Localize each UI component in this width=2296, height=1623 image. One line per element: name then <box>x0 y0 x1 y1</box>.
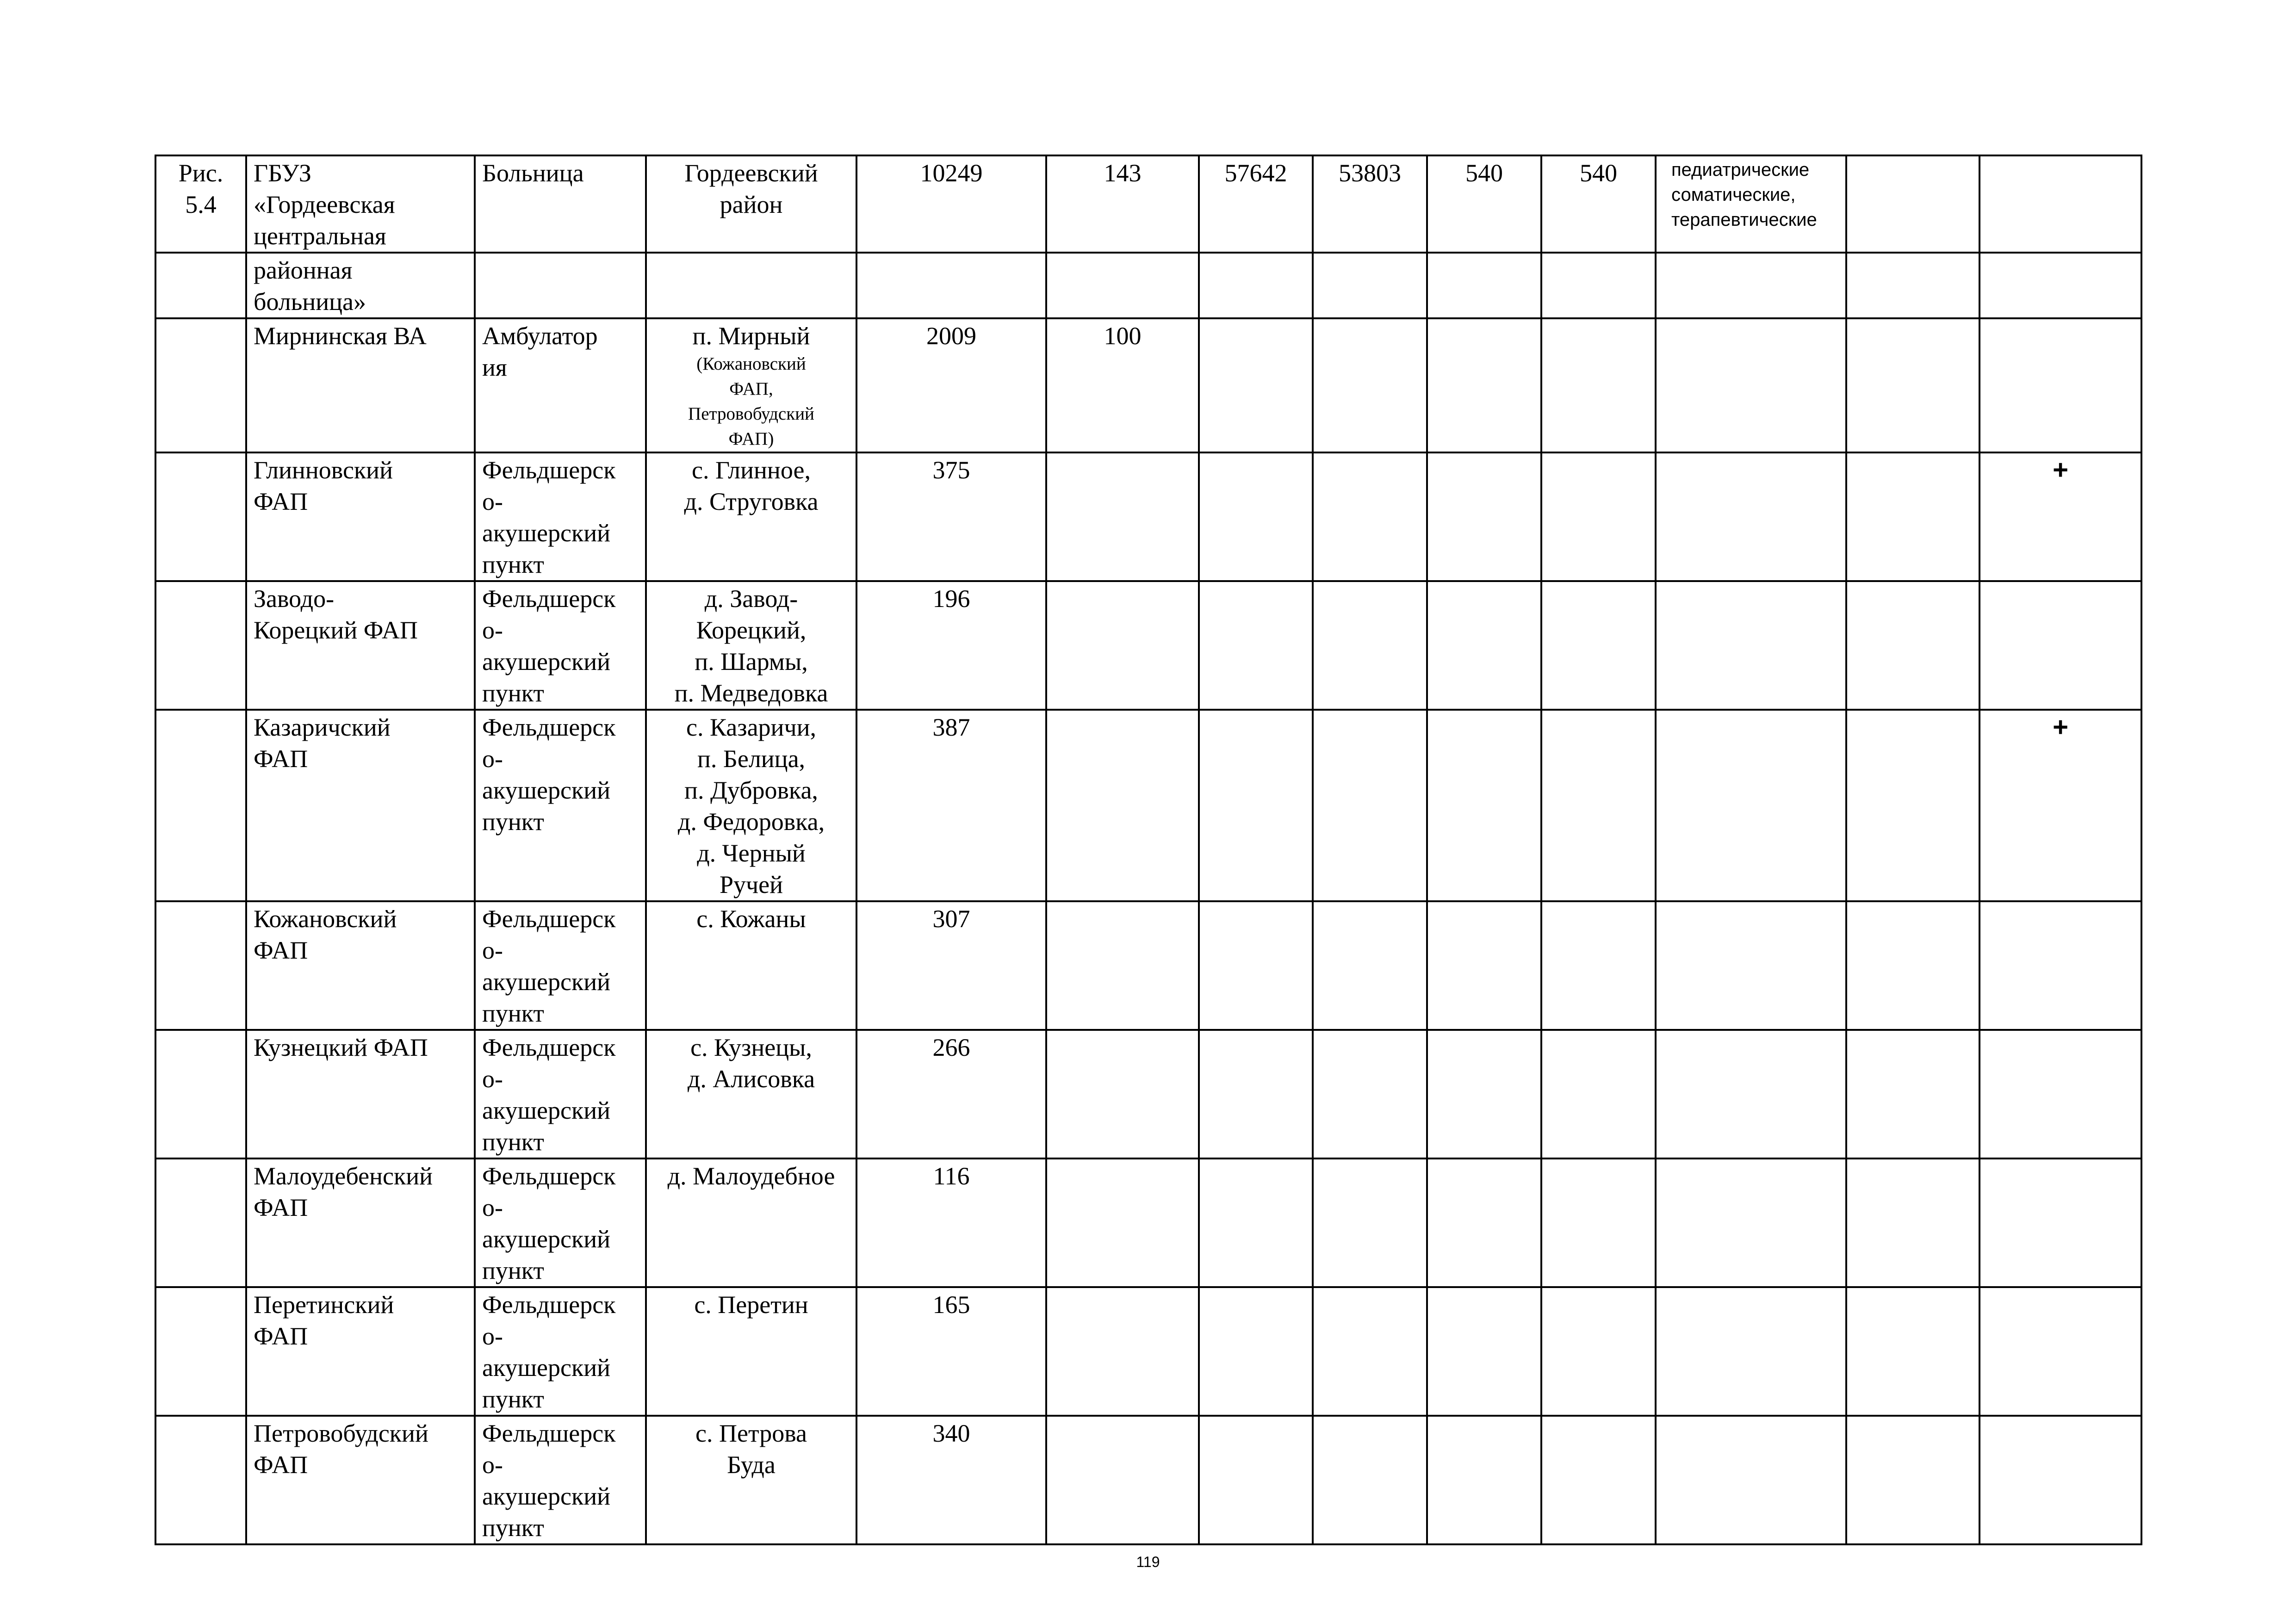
org-name-cell: ГБУЗ «Гордеевская центральная <box>246 155 475 253</box>
empty-cell <box>856 253 1046 318</box>
empty-cell <box>1046 452 1199 581</box>
empty-cell <box>1046 1158 1199 1287</box>
facility-type-cell: Фельдшерск о- акушерский пункт <box>475 1158 646 1287</box>
empty-cell <box>1846 1158 1980 1287</box>
empty-cell <box>1541 1030 1656 1158</box>
value-cell-1: 196 <box>856 581 1046 710</box>
empty-cell <box>1313 452 1427 581</box>
empty-cell <box>1046 901 1199 1030</box>
value-cell-1: 266 <box>856 1030 1046 1158</box>
table-row-fap <box>155 1158 2141 1287</box>
mark-cell <box>1980 901 2141 1030</box>
empty-cell <box>1846 581 1980 710</box>
empty-cell <box>1427 1030 1541 1158</box>
facility-name-cell: Мирнинская ВА <box>246 318 475 452</box>
empty-cell <box>155 1158 246 1287</box>
table-row-ambulatory <box>155 318 2141 452</box>
empty-cell <box>1313 710 1427 901</box>
facility-type-cell: Фельдшерск о- акушерский пункт <box>475 1287 646 1416</box>
value-cell-1: 2009 <box>856 318 1046 452</box>
mark-cell <box>1980 452 2141 581</box>
empty-cell <box>1313 1158 1427 1287</box>
empty-cell <box>1541 452 1656 581</box>
empty-cell <box>1656 901 1846 1030</box>
value-cell-1: 340 <box>856 1416 1046 1544</box>
empty-cell <box>1656 1158 1846 1287</box>
empty-cell <box>1427 318 1541 452</box>
empty-cell <box>1199 1416 1313 1544</box>
empty-cell <box>1846 1287 1980 1416</box>
facility-type-cell: Амбулатор ия <box>475 318 646 452</box>
empty-cell <box>155 452 246 581</box>
facility-type-cell: Фельдшерск о- акушерский пункт <box>475 710 646 901</box>
empty-cell <box>1541 318 1656 452</box>
empty-cell <box>1046 581 1199 710</box>
facility-name-cell: Кузнецкий ФАП <box>246 1030 475 1158</box>
empty-cell <box>1199 318 1313 452</box>
empty-cell <box>155 1030 246 1158</box>
empty-cell <box>1656 710 1846 901</box>
plus-mark: + <box>2053 712 2068 742</box>
table-row-fap <box>155 710 2141 901</box>
empty-cell <box>1199 1158 1313 1287</box>
table-row-fap <box>155 1287 2141 1416</box>
value-cell-1: 116 <box>856 1158 1046 1287</box>
empty-cell <box>1980 318 2141 452</box>
profiles-cell <box>1656 155 1846 253</box>
location-cell: с. Казаричи, п. Белица, п. Дубровка, д. Федоровка, д. Черный Ручей <box>646 710 856 901</box>
empty-cell <box>1199 581 1313 710</box>
empty-cell <box>646 253 856 318</box>
value-cell-1: 375 <box>856 452 1046 581</box>
mark-cell <box>1980 1158 2141 1287</box>
value-cell-1: 10249 <box>856 155 1046 253</box>
empty-cell <box>1656 1030 1846 1158</box>
empty-cell <box>1427 452 1541 581</box>
profiles-text: педиатрические соматические, терапевтические <box>1671 160 1817 230</box>
empty-cell <box>1046 710 1199 901</box>
location-cell: д. Завод- Корецкий, п. Шармы, п. Медведовка <box>646 581 856 710</box>
facility-name-cell: Перетинский ФАП <box>246 1287 475 1416</box>
mark-cell <box>1980 1416 2141 1544</box>
table-row-fap <box>155 901 2141 1030</box>
empty-cell <box>155 1416 246 1544</box>
location-cell: с. Кожаны <box>646 901 856 1030</box>
empty-cell <box>1427 710 1541 901</box>
empty-cell <box>1313 318 1427 452</box>
empty-cell <box>1980 155 2141 253</box>
page-number: 119 <box>1136 1554 1160 1570</box>
empty-cell <box>1199 1287 1313 1416</box>
location-cell: с. Перетин <box>646 1287 856 1416</box>
facility-type-cell: Фельдшерск о- акушерский пункт <box>475 1030 646 1158</box>
empty-cell <box>1656 1416 1846 1544</box>
empty-cell <box>1427 581 1541 710</box>
location-cell <box>646 318 856 452</box>
empty-cell <box>1846 452 1980 581</box>
empty-cell <box>1313 1287 1427 1416</box>
value-cell-4: 53803 <box>1313 155 1427 253</box>
empty-cell <box>1656 253 1846 318</box>
empty-cell <box>1846 1416 1980 1544</box>
value-cell-1: 165 <box>856 1287 1046 1416</box>
empty-cell <box>1427 253 1541 318</box>
location-cell: с. Петрова Буда <box>646 1416 856 1544</box>
facilities-table <box>155 155 2142 1545</box>
empty-cell <box>1046 1030 1199 1158</box>
facility-type-cell: Фельдшерск о- акушерский пункт <box>475 1416 646 1544</box>
value-cell-2: 100 <box>1046 318 1199 452</box>
empty-cell <box>1846 710 1980 901</box>
plus-mark: + <box>2053 455 2068 485</box>
empty-cell <box>1541 581 1656 710</box>
facility-name-cell: Казаричский ФАП <box>246 710 475 901</box>
empty-cell <box>1846 155 1980 253</box>
org-name-continuation-cell: районная больница» <box>246 253 475 318</box>
empty-cell <box>1199 1030 1313 1158</box>
table-row-fap <box>155 452 2141 581</box>
value-cell-2: 143 <box>1046 155 1199 253</box>
value-cell-1: 307 <box>856 901 1046 1030</box>
empty-cell <box>1313 1416 1427 1544</box>
empty-cell <box>1541 1158 1656 1287</box>
facility-name-cell: Малоудебенский ФАП <box>246 1158 475 1287</box>
empty-cell <box>1980 253 2141 318</box>
empty-cell <box>1846 253 1980 318</box>
empty-cell <box>1541 1287 1656 1416</box>
location-cell: с. Кузнецы, д. Алисовка <box>646 1030 856 1158</box>
figure-ref-cell: Рис. 5.4 <box>155 155 246 253</box>
facility-name-cell: Петровобудский ФАП <box>246 1416 475 1544</box>
table-row-main-hospital <box>155 155 2141 253</box>
empty-cell <box>155 318 246 452</box>
empty-cell <box>1846 318 1980 452</box>
facility-name-cell: Кожановский ФАП <box>246 901 475 1030</box>
facility-type-cell: Фельдшерск о- акушерский пункт <box>475 901 646 1030</box>
facility-type-cell: Фельдшерск о- акушерский пункт <box>475 581 646 710</box>
table-row-fap <box>155 1030 2141 1158</box>
mark-cell <box>1980 581 2141 710</box>
location-cell: д. Малоудебное <box>646 1158 856 1287</box>
empty-cell <box>1846 1030 1980 1158</box>
empty-cell <box>475 253 646 318</box>
empty-cell <box>1046 253 1199 318</box>
empty-cell <box>1313 1030 1427 1158</box>
empty-cell <box>1046 1287 1199 1416</box>
value-cell-3: 57642 <box>1199 155 1313 253</box>
facility-type-cell: Фельдшерск о- акушерский пункт <box>475 452 646 581</box>
empty-cell <box>1656 581 1846 710</box>
location-note: (Кожановский ФАП, Петровобудский ФАП) <box>688 354 814 449</box>
empty-cell <box>1656 1287 1846 1416</box>
location-cell: с. Глинное, д. Струговка <box>646 452 856 581</box>
empty-cell <box>1427 1287 1541 1416</box>
empty-cell <box>155 581 246 710</box>
mark-cell <box>1980 710 2141 901</box>
facility-name-cell: Заводо- Корецкий ФАП <box>246 581 475 710</box>
empty-cell <box>155 901 246 1030</box>
mark-cell <box>1980 1287 2141 1416</box>
empty-cell <box>1656 452 1846 581</box>
empty-cell <box>1541 253 1656 318</box>
empty-cell <box>1199 901 1313 1030</box>
empty-cell <box>1313 581 1427 710</box>
empty-cell <box>155 710 246 901</box>
empty-cell <box>1313 253 1427 318</box>
table-row-fap <box>155 581 2141 710</box>
empty-cell <box>1199 452 1313 581</box>
empty-cell <box>155 1287 246 1416</box>
mark-cell <box>1980 1030 2141 1158</box>
empty-cell <box>1199 253 1313 318</box>
empty-cell <box>1199 710 1313 901</box>
location-cell: Гордеевский район <box>646 155 856 253</box>
empty-cell <box>1541 901 1656 1030</box>
empty-cell <box>1427 901 1541 1030</box>
empty-cell <box>1656 318 1846 452</box>
table-row-fap <box>155 1416 2141 1544</box>
empty-cell <box>1046 1416 1199 1544</box>
empty-cell <box>1541 1416 1656 1544</box>
empty-cell <box>1427 1158 1541 1287</box>
facility-name-cell: Глинновский ФАП <box>246 452 475 581</box>
empty-cell <box>1541 710 1656 901</box>
empty-cell <box>1313 901 1427 1030</box>
empty-cell <box>1846 901 1980 1030</box>
value-cell-6: 540 <box>1541 155 1656 253</box>
value-cell-5: 540 <box>1427 155 1541 253</box>
value-cell-1: 387 <box>856 710 1046 901</box>
location-main: п. Мирный <box>692 322 810 350</box>
table-row-continuation <box>155 253 2141 318</box>
empty-cell <box>1427 1416 1541 1544</box>
facility-type-cell: Больница <box>475 155 646 253</box>
empty-cell <box>155 253 246 318</box>
